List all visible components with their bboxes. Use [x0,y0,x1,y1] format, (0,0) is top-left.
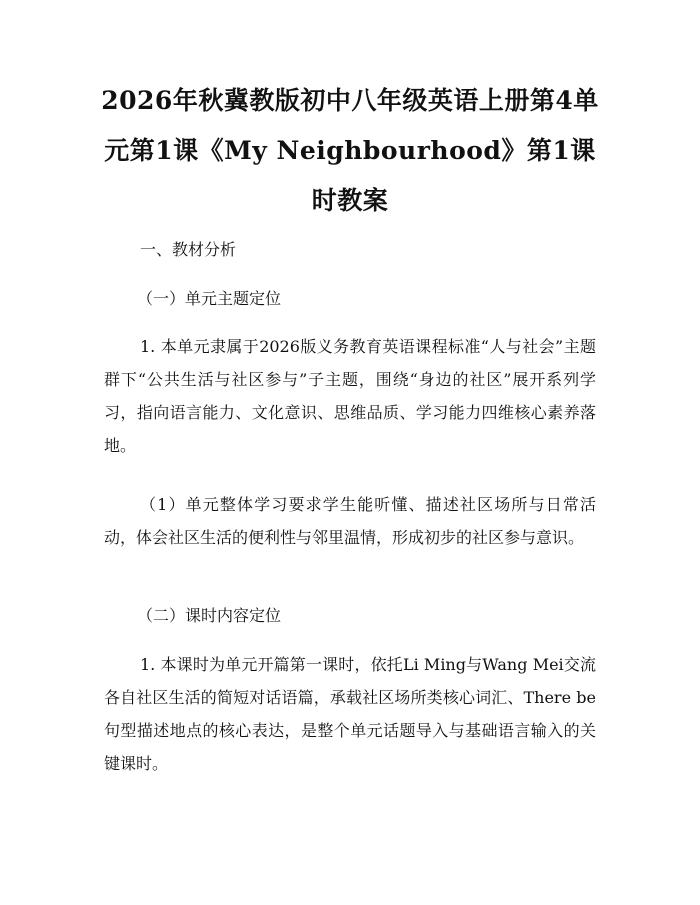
document-title: 2026年秋冀教版初中八年级英语上册第4单元第1课《My Neighbourhood》第1课时教案 [101,86,599,215]
subsection-heading-lesson-content: （二）课时内容定位 [137,606,282,625]
paragraph-unit-standard: 1. 本单元隶属于2026版义务教育英语课程标准“人与社会”主题群下“公共生活与社区参与”子主题，围绕“身边的社区”展开系列学习，指向语言能力、文化意识、思维品质、学习能力四维核心素养落地。 [104,337,596,455]
subsection-heading-unit-theme: （一）单元主题定位 [137,289,282,308]
section-heading-textbook-analysis: 一、教材分析 [140,240,237,259]
paragraph-lesson-position: 1. 本课时为单元开篇第一课时，依托Li Ming与Wang Mei交流各自社区生活的简短对话语篇，承载社区场所类核心词汇、There be句型描述地点的核心表达，是整个单元话题导入与基础语言输入的关键课时。 [104,655,596,773]
paragraph-unit-requirements: （1）单元整体学习要求学生能听懂、描述社区场所与日常活动，体会社区生活的便利性与邻里温情，形成初步的社区参与意识。 [104,495,596,547]
